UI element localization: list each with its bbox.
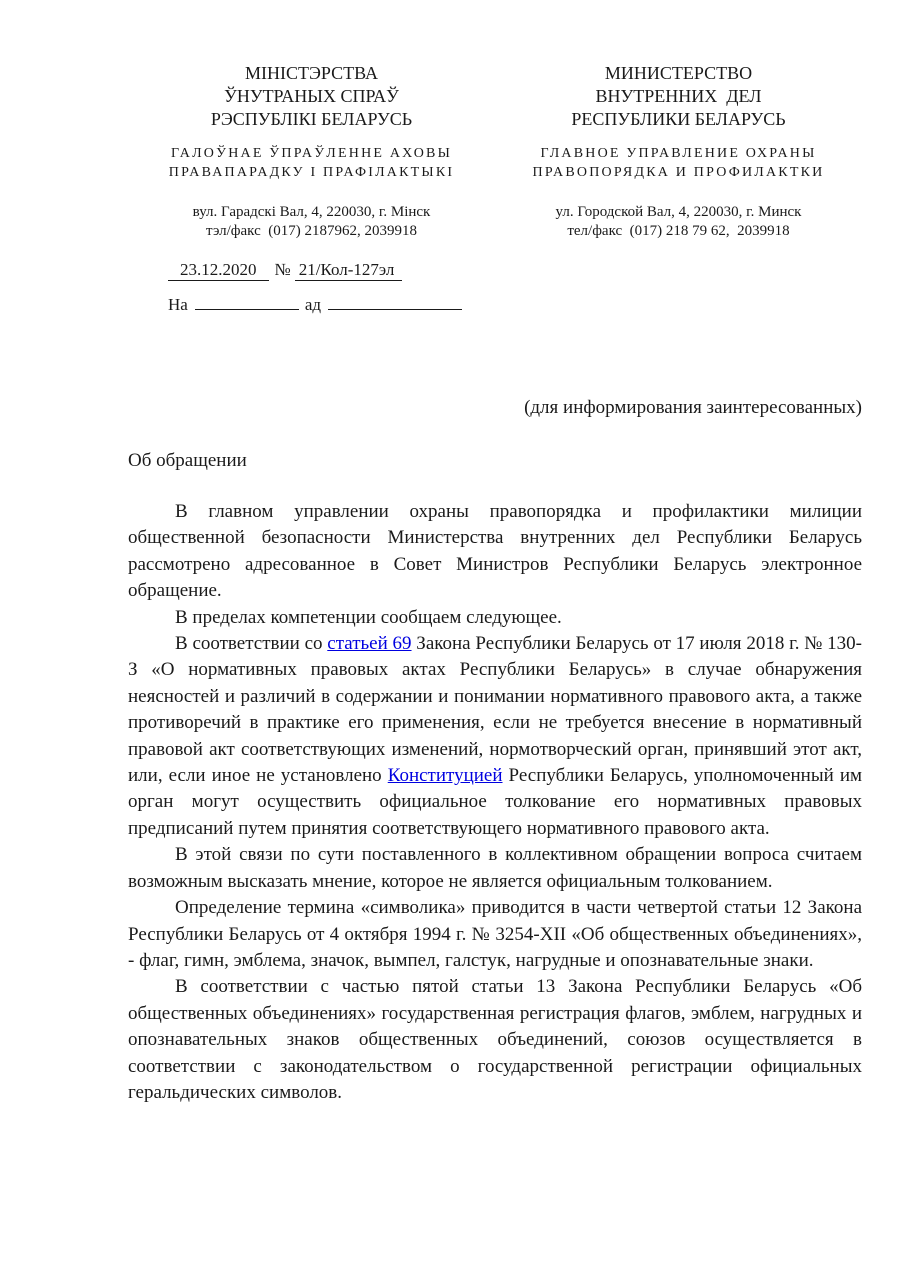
contact-block-by: [128, 203, 495, 241]
letterhead-left: [128, 62, 495, 241]
reference-block: [168, 259, 862, 315]
department-name-ru: [495, 144, 862, 182]
body-text: Закона Республики Беларусь от 17 июля 2018 г. № 130-З «О нормативных правовых актах Республики Беларусь» в случае обнаружения неясностей и различий в содержании и понимании нормативного правового акта, а также противоречий в практике его применения, если не требуется внесение в нормативный правовой акт соответствующих изменений, нормотворческий орган, принявший этот акт, или, если иное не установлено: [128, 633, 862, 787]
body-text: В соответствии с частью пятой статьи 13 Закона Республики Беларусь «Об общественных объединениях» государственная регистрация флагов, эмблем, нагрудных и опознавательных знаков общественных объединений, союзов осуществляется в соответствии с законодательством о государственной регистрации официальных геральдических символов.: [128, 976, 862, 1103]
contact-block-ru: [495, 203, 862, 241]
reply-to-row: [168, 292, 862, 315]
letterhead: [128, 62, 862, 241]
body-text: В главном управлении охраны правопорядка и профилактики милиции общественной безопасности Министерства внутренних дел Республики Беларусь рассмотрено адресованное в Совет Министров Республики Беларусь электронное обращение.: [128, 501, 862, 602]
department-by-line2: ПРАВАПАРАДКУ І ПРАФІЛАКТЫКІ: [168, 165, 455, 180]
phone-ru: тел/факс (017) 218 79 62, 2039918: [567, 223, 790, 239]
doc-number: 21/Кол-127эл: [295, 259, 403, 281]
body-paragraph: [128, 842, 862, 895]
body-text: В этой связи по сути поставленного в коллективном обращении вопроса считаем возможным высказать мнение, которое не является официальным толкованием.: [128, 844, 862, 892]
department-name-by: [128, 144, 495, 182]
link-constitution[interactable]: Конституцией: [387, 765, 503, 787]
body-text: Определение термина «символика» приводится в части четвертой статьи 12 Закона Республики Беларусь от 4 октября 1994 г. № 3254-XII «Об общественных объединениях», - флаг, гимн, эмблема, значок, вымпел, галстук, нагрудные и опознавательные знаки.: [128, 897, 862, 971]
date-number-row: [168, 259, 862, 281]
body-paragraph: [128, 499, 862, 605]
body-paragraph: [128, 895, 862, 974]
number-sign: №: [274, 260, 291, 279]
department-ru-line2: ПРАВОПОРЯДКА И ПРОФИЛАКТКИ: [532, 165, 825, 180]
body-paragraph: [128, 974, 862, 1106]
phone-by: тэл/факс (017) 2187962, 2039918: [206, 223, 417, 239]
address-ru: ул. Городской Вал, 4, 220030, г. Минск: [555, 204, 802, 220]
ad-label: ад: [304, 295, 322, 314]
body-paragraph: [128, 631, 862, 842]
body-paragraph: [128, 605, 862, 631]
body-text: В пределах компетенции сообщаем следующее.: [175, 606, 562, 628]
letterhead-right: [495, 62, 862, 241]
letter-body: [128, 499, 862, 1106]
doc-date: 23.12.2020: [168, 259, 269, 281]
department-ru-line1: ГЛАВНОЕ УПРАВЛЕНИЕ ОХРАНЫ: [540, 146, 817, 161]
ministry-name-ru-line2: ВНУТРЕННИХ ДЕЛ: [595, 86, 762, 106]
ministry-name-ru-line3: РЕСПУБЛИКИ БЕЛАРУСЬ: [571, 109, 786, 129]
link-article-69[interactable]: статьей 69: [327, 633, 412, 655]
addressee-note: (для информирования заинтересованных): [524, 397, 862, 418]
na-blank-field: [195, 292, 299, 310]
department-by-line1: ГАЛОЎНАЕ ЎПРАЎЛЕННЕ АХОВЫ: [171, 146, 452, 161]
ministry-name-by-line3: РЭСПУБЛІКІ БЕЛАРУСЬ: [210, 109, 413, 129]
ministry-name-by-line2: ЎНУТРАНЫХ СПРАЎ: [224, 86, 399, 106]
ad-blank-field: [328, 292, 462, 310]
ministry-name-by-line1: МІНІСТЭРСТВА: [245, 63, 378, 83]
subject-line: Об обращении: [128, 450, 247, 471]
address-by: вул. Гарадскі Вал, 4, 220030, г. Мінск: [192, 204, 431, 220]
body-text: Республики Беларусь, уполномоченный им орган могут осуществить официальное толкование его нормативных правовых предписаний путем принятия соответствующего нормативного правового акта.: [128, 765, 863, 839]
ministry-name-ru-line1: МИНИСТЕРСТВО: [604, 63, 753, 83]
body-text: В соответствии со: [175, 633, 328, 655]
na-label: На: [168, 295, 188, 314]
